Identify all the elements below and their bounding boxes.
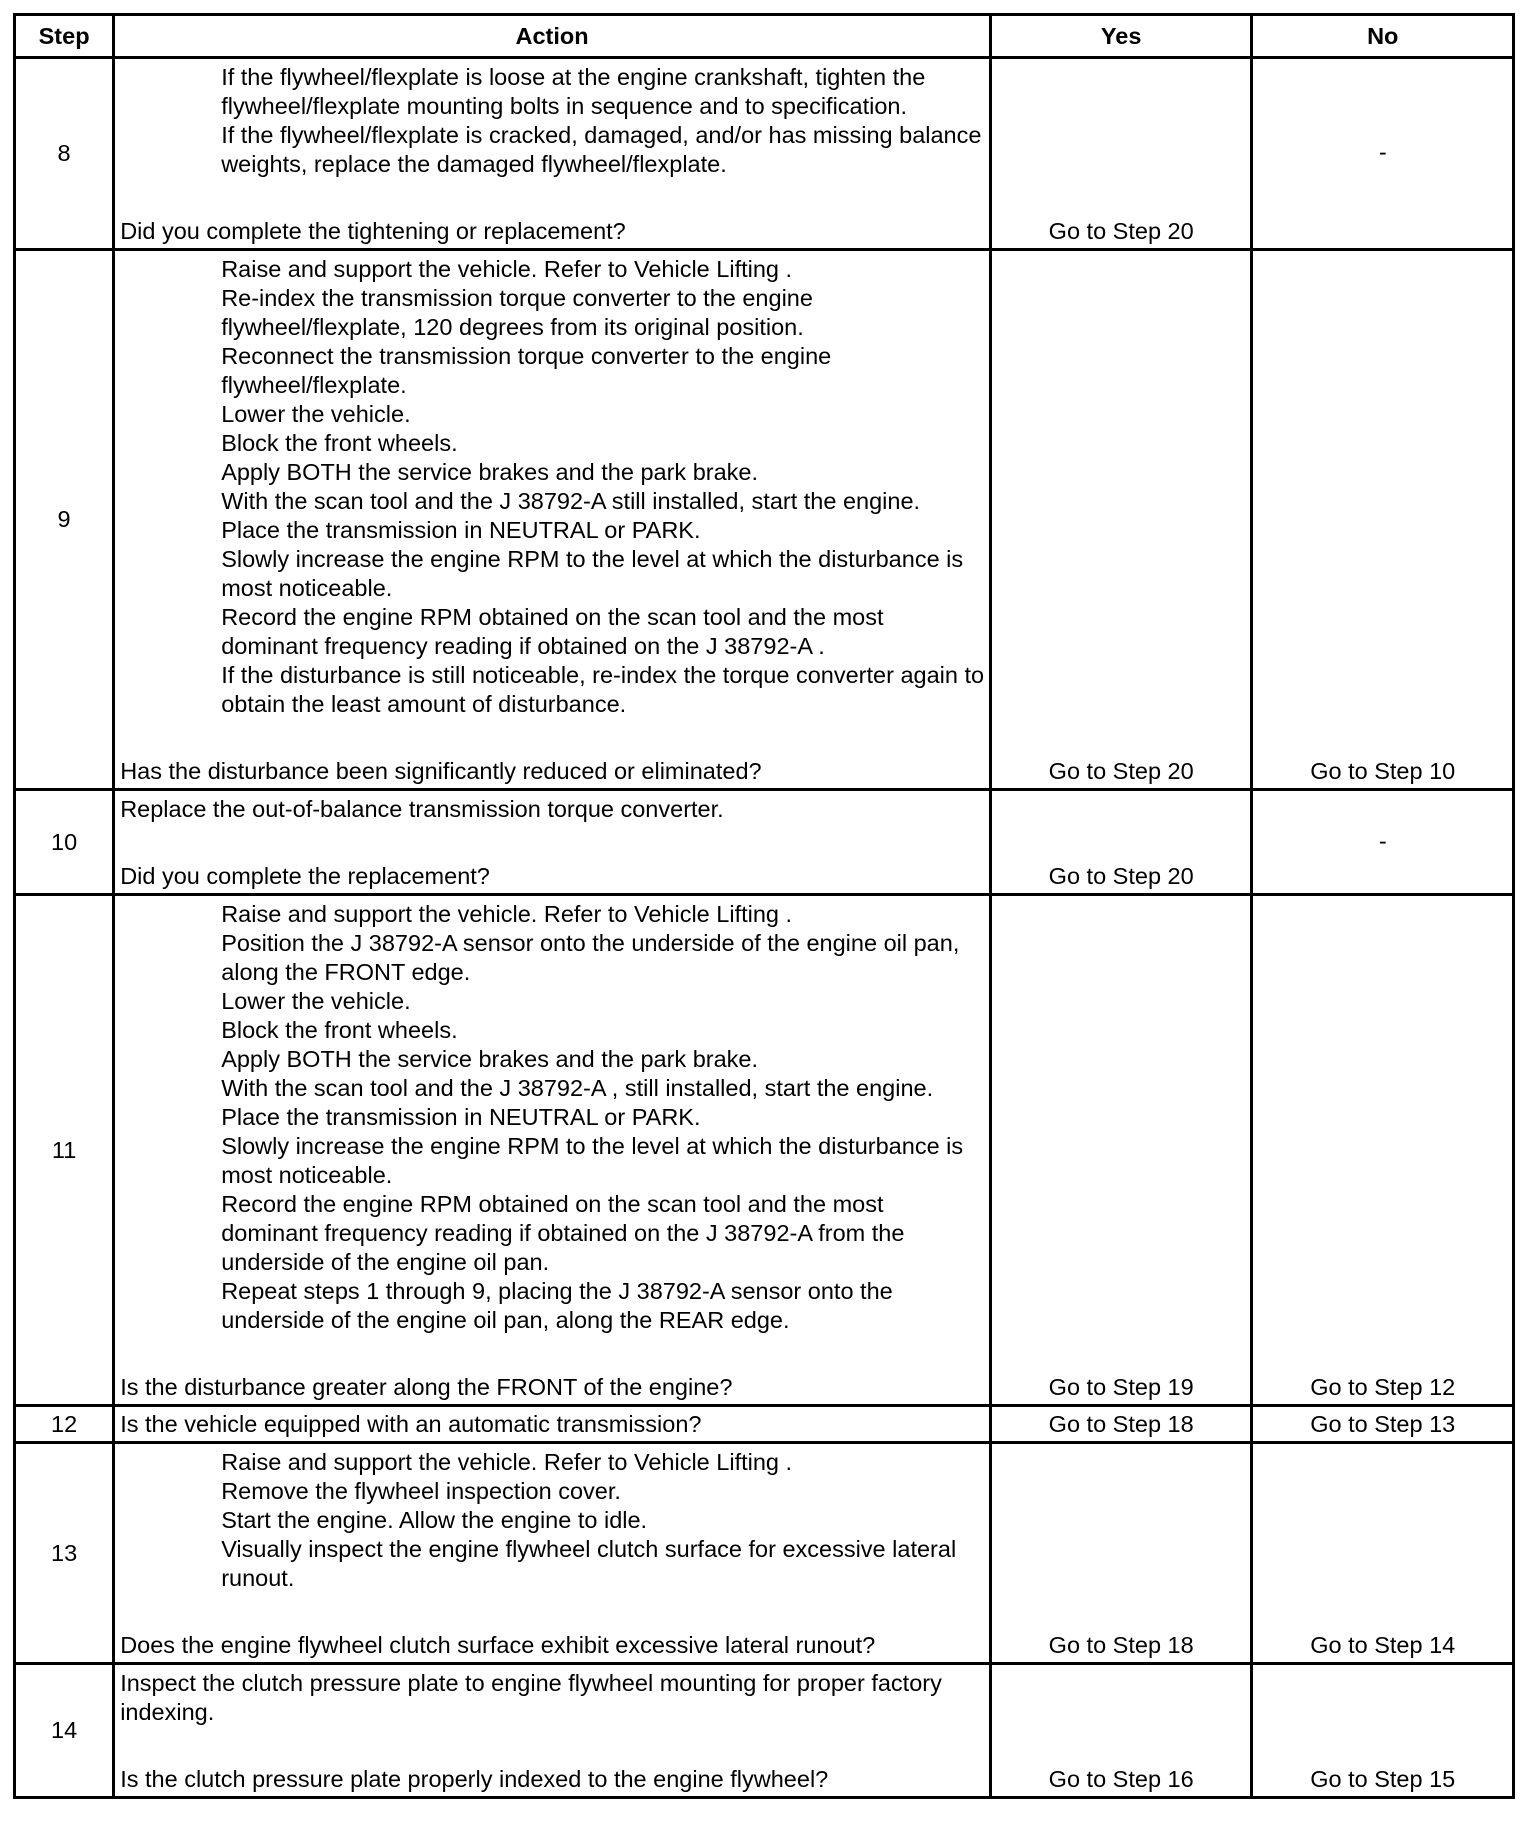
no-cell bbox=[1252, 250, 1514, 790]
action-cell bbox=[114, 250, 991, 790]
action-question: Does the engine flywheel clutch surface exhibit excessive lateral runout? bbox=[120, 1632, 876, 1658]
no-cell bbox=[1252, 1406, 1514, 1443]
action-instruction: Inspect the clutch pressure plate to engine flywheel mounting for proper factory indexing. bbox=[120, 1670, 942, 1725]
action-question: Is the disturbance greater along the FRONT of the engine? bbox=[120, 1374, 733, 1400]
table-row bbox=[15, 1664, 1514, 1798]
step-number: 8 bbox=[15, 58, 114, 250]
action-question: Did you complete the replacement? bbox=[120, 863, 490, 889]
spacer bbox=[120, 179, 985, 217]
yes-cell bbox=[990, 1664, 1252, 1798]
yes-cell bbox=[990, 895, 1252, 1406]
action-question: Has the disturbance been significantly reduced or eliminated? bbox=[120, 758, 762, 784]
step-number: 10 bbox=[15, 790, 114, 895]
action-cell bbox=[114, 1406, 991, 1443]
no-cell bbox=[1252, 1443, 1514, 1664]
no-outcome: Go to Step 13 bbox=[1310, 1411, 1456, 1437]
action-step-item: Raise and support the vehicle. Refer to Vehicle Lifting . bbox=[221, 901, 793, 927]
table-row bbox=[15, 58, 1514, 250]
action-step-item: Place the transmission in NEUTRAL or PARK. bbox=[221, 517, 701, 543]
action-instruction: Replace the out-of-balance transmission torque converter. bbox=[120, 796, 724, 822]
no-outcome: Go to Step 15 bbox=[1310, 1766, 1456, 1792]
action-step-item: With the scan tool and the J 38792-A still installed, start the engine. bbox=[221, 488, 921, 514]
action-steps-list bbox=[120, 900, 985, 1335]
no-outcome: Go to Step 10 bbox=[1310, 758, 1456, 784]
table-row bbox=[15, 895, 1514, 1406]
action-step-item: If the flywheel/flexplate is loose at the engine crankshaft, tighten the flywheel/flexplate mounting bolts in sequence and to specification. bbox=[221, 64, 926, 119]
action-step-item: Lower the vehicle. bbox=[221, 401, 411, 427]
no-outcome: Go to Step 12 bbox=[1310, 1374, 1456, 1400]
action-step-item: Remove the flywheel inspection cover. bbox=[221, 1478, 621, 1504]
no-outcome: - bbox=[1378, 139, 1387, 165]
action-question: Did you complete the tightening or replacement? bbox=[120, 218, 626, 244]
action-step-item: Block the front wheels. bbox=[221, 430, 458, 456]
action-step-item: Visually inspect the engine flywheel clutch surface for excessive lateral runout. bbox=[221, 1536, 957, 1591]
no-cell bbox=[1252, 895, 1514, 1406]
no-cell bbox=[1252, 1664, 1514, 1798]
step-number: 9 bbox=[15, 250, 114, 790]
yes-cell bbox=[990, 790, 1252, 895]
action-step-item: Start the engine. Allow the engine to idle. bbox=[221, 1507, 648, 1533]
yes-outcome: Go to Step 20 bbox=[1048, 863, 1194, 889]
action-step-item: Apply BOTH the service brakes and the park brake. bbox=[221, 1046, 759, 1072]
header-step: Step bbox=[15, 15, 114, 58]
action-cell bbox=[114, 1664, 991, 1798]
action-steps-list bbox=[120, 255, 985, 719]
no-outcome: Go to Step 14 bbox=[1310, 1632, 1456, 1658]
table-row bbox=[15, 1406, 1514, 1443]
yes-outcome: Go to Step 19 bbox=[1048, 1374, 1194, 1400]
table-row bbox=[15, 250, 1514, 790]
diagnostic-table bbox=[13, 13, 1515, 1799]
yes-outcome: Go to Step 18 bbox=[1048, 1411, 1194, 1437]
spacer bbox=[120, 824, 985, 862]
no-cell bbox=[1252, 790, 1514, 895]
spacer bbox=[120, 719, 985, 757]
action-step-item: Position the J 38792-A sensor onto the underside of the engine oil pan, along the FRONT edge. bbox=[221, 930, 960, 985]
step-number: 13 bbox=[15, 1443, 114, 1664]
yes-outcome: Go to Step 18 bbox=[1048, 1632, 1194, 1658]
yes-outcome: Go to Step 20 bbox=[1048, 758, 1194, 784]
action-step-item: Re-index the transmission torque converter to the engine flywheel/flexplate, 120 degrees from its original position. bbox=[221, 285, 813, 340]
action-step-item: With the scan tool and the J 38792-A , still installed, start the engine. bbox=[221, 1075, 934, 1101]
yes-outcome: Go to Step 16 bbox=[1048, 1766, 1194, 1792]
yes-outcome: Go to Step 20 bbox=[1048, 218, 1194, 244]
yes-cell bbox=[990, 1443, 1252, 1664]
action-step-item: Record the engine RPM obtained on the scan tool and the most dominant frequency reading if obtained on the J 38792-A from the underside of the engine oil pan. bbox=[221, 1191, 905, 1275]
action-steps-list bbox=[120, 1448, 985, 1593]
action-step-item: Record the engine RPM obtained on the scan tool and the most dominant frequency reading if obtained on the J 38792-A . bbox=[221, 604, 884, 659]
table-row bbox=[15, 1443, 1514, 1664]
action-cell bbox=[114, 58, 991, 250]
spacer bbox=[120, 1593, 985, 1631]
action-steps-list bbox=[120, 63, 985, 179]
action-step-item: Block the front wheels. bbox=[221, 1017, 458, 1043]
step-number: 12 bbox=[15, 1406, 114, 1443]
no-cell bbox=[1252, 58, 1514, 250]
no-outcome: - bbox=[1378, 827, 1387, 854]
action-step-item: Reconnect the transmission torque converter to the engine flywheel/flexplate. bbox=[221, 343, 832, 398]
action-cell bbox=[114, 790, 991, 895]
spacer bbox=[120, 1335, 985, 1373]
action-question: Is the clutch pressure plate properly indexed to the engine flywheel? bbox=[120, 1766, 829, 1792]
action-step-item: Raise and support the vehicle. Refer to Vehicle Lifting . bbox=[221, 1449, 793, 1475]
header-action: Action bbox=[114, 15, 991, 58]
action-cell bbox=[114, 895, 991, 1406]
action-step-item: Apply BOTH the service brakes and the park brake. bbox=[221, 459, 759, 485]
step-number: 14 bbox=[15, 1664, 114, 1798]
yes-cell bbox=[990, 58, 1252, 250]
header-no: No bbox=[1252, 15, 1514, 58]
yes-cell bbox=[990, 250, 1252, 790]
table-row bbox=[15, 790, 1514, 895]
action-step-item: Place the transmission in NEUTRAL or PARK. bbox=[221, 1104, 701, 1130]
action-cell bbox=[114, 1443, 991, 1664]
spacer bbox=[120, 1727, 985, 1765]
action-step-item: If the flywheel/flexplate is cracked, damaged, and/or has missing balance weights, replace the damaged flywheel/flexplate. bbox=[221, 122, 982, 177]
action-step-item: Repeat steps 1 through 9, placing the J 38792-A sensor onto the underside of the engine oil pan, along the REAR edge. bbox=[221, 1278, 893, 1333]
step-number: 11 bbox=[15, 895, 114, 1406]
action-step-item: Slowly increase the engine RPM to the level at which the disturbance is most noticeable. bbox=[221, 546, 964, 601]
action-step-item: Lower the vehicle. bbox=[221, 988, 411, 1014]
action-question: Is the vehicle equipped with an automatic transmission? bbox=[120, 1411, 702, 1437]
action-step-item: Slowly increase the engine RPM to the level at which the disturbance is most noticeable. bbox=[221, 1133, 964, 1188]
header-yes: Yes bbox=[990, 15, 1252, 58]
action-step-item: Raise and support the vehicle. Refer to Vehicle Lifting . bbox=[221, 256, 793, 282]
table-body bbox=[15, 58, 1514, 1798]
header-row bbox=[15, 15, 1514, 58]
yes-cell bbox=[990, 1406, 1252, 1443]
action-step-item: If the disturbance is still noticeable, re-index the torque converter again to obtain the least amount of disturbance. bbox=[221, 662, 985, 717]
